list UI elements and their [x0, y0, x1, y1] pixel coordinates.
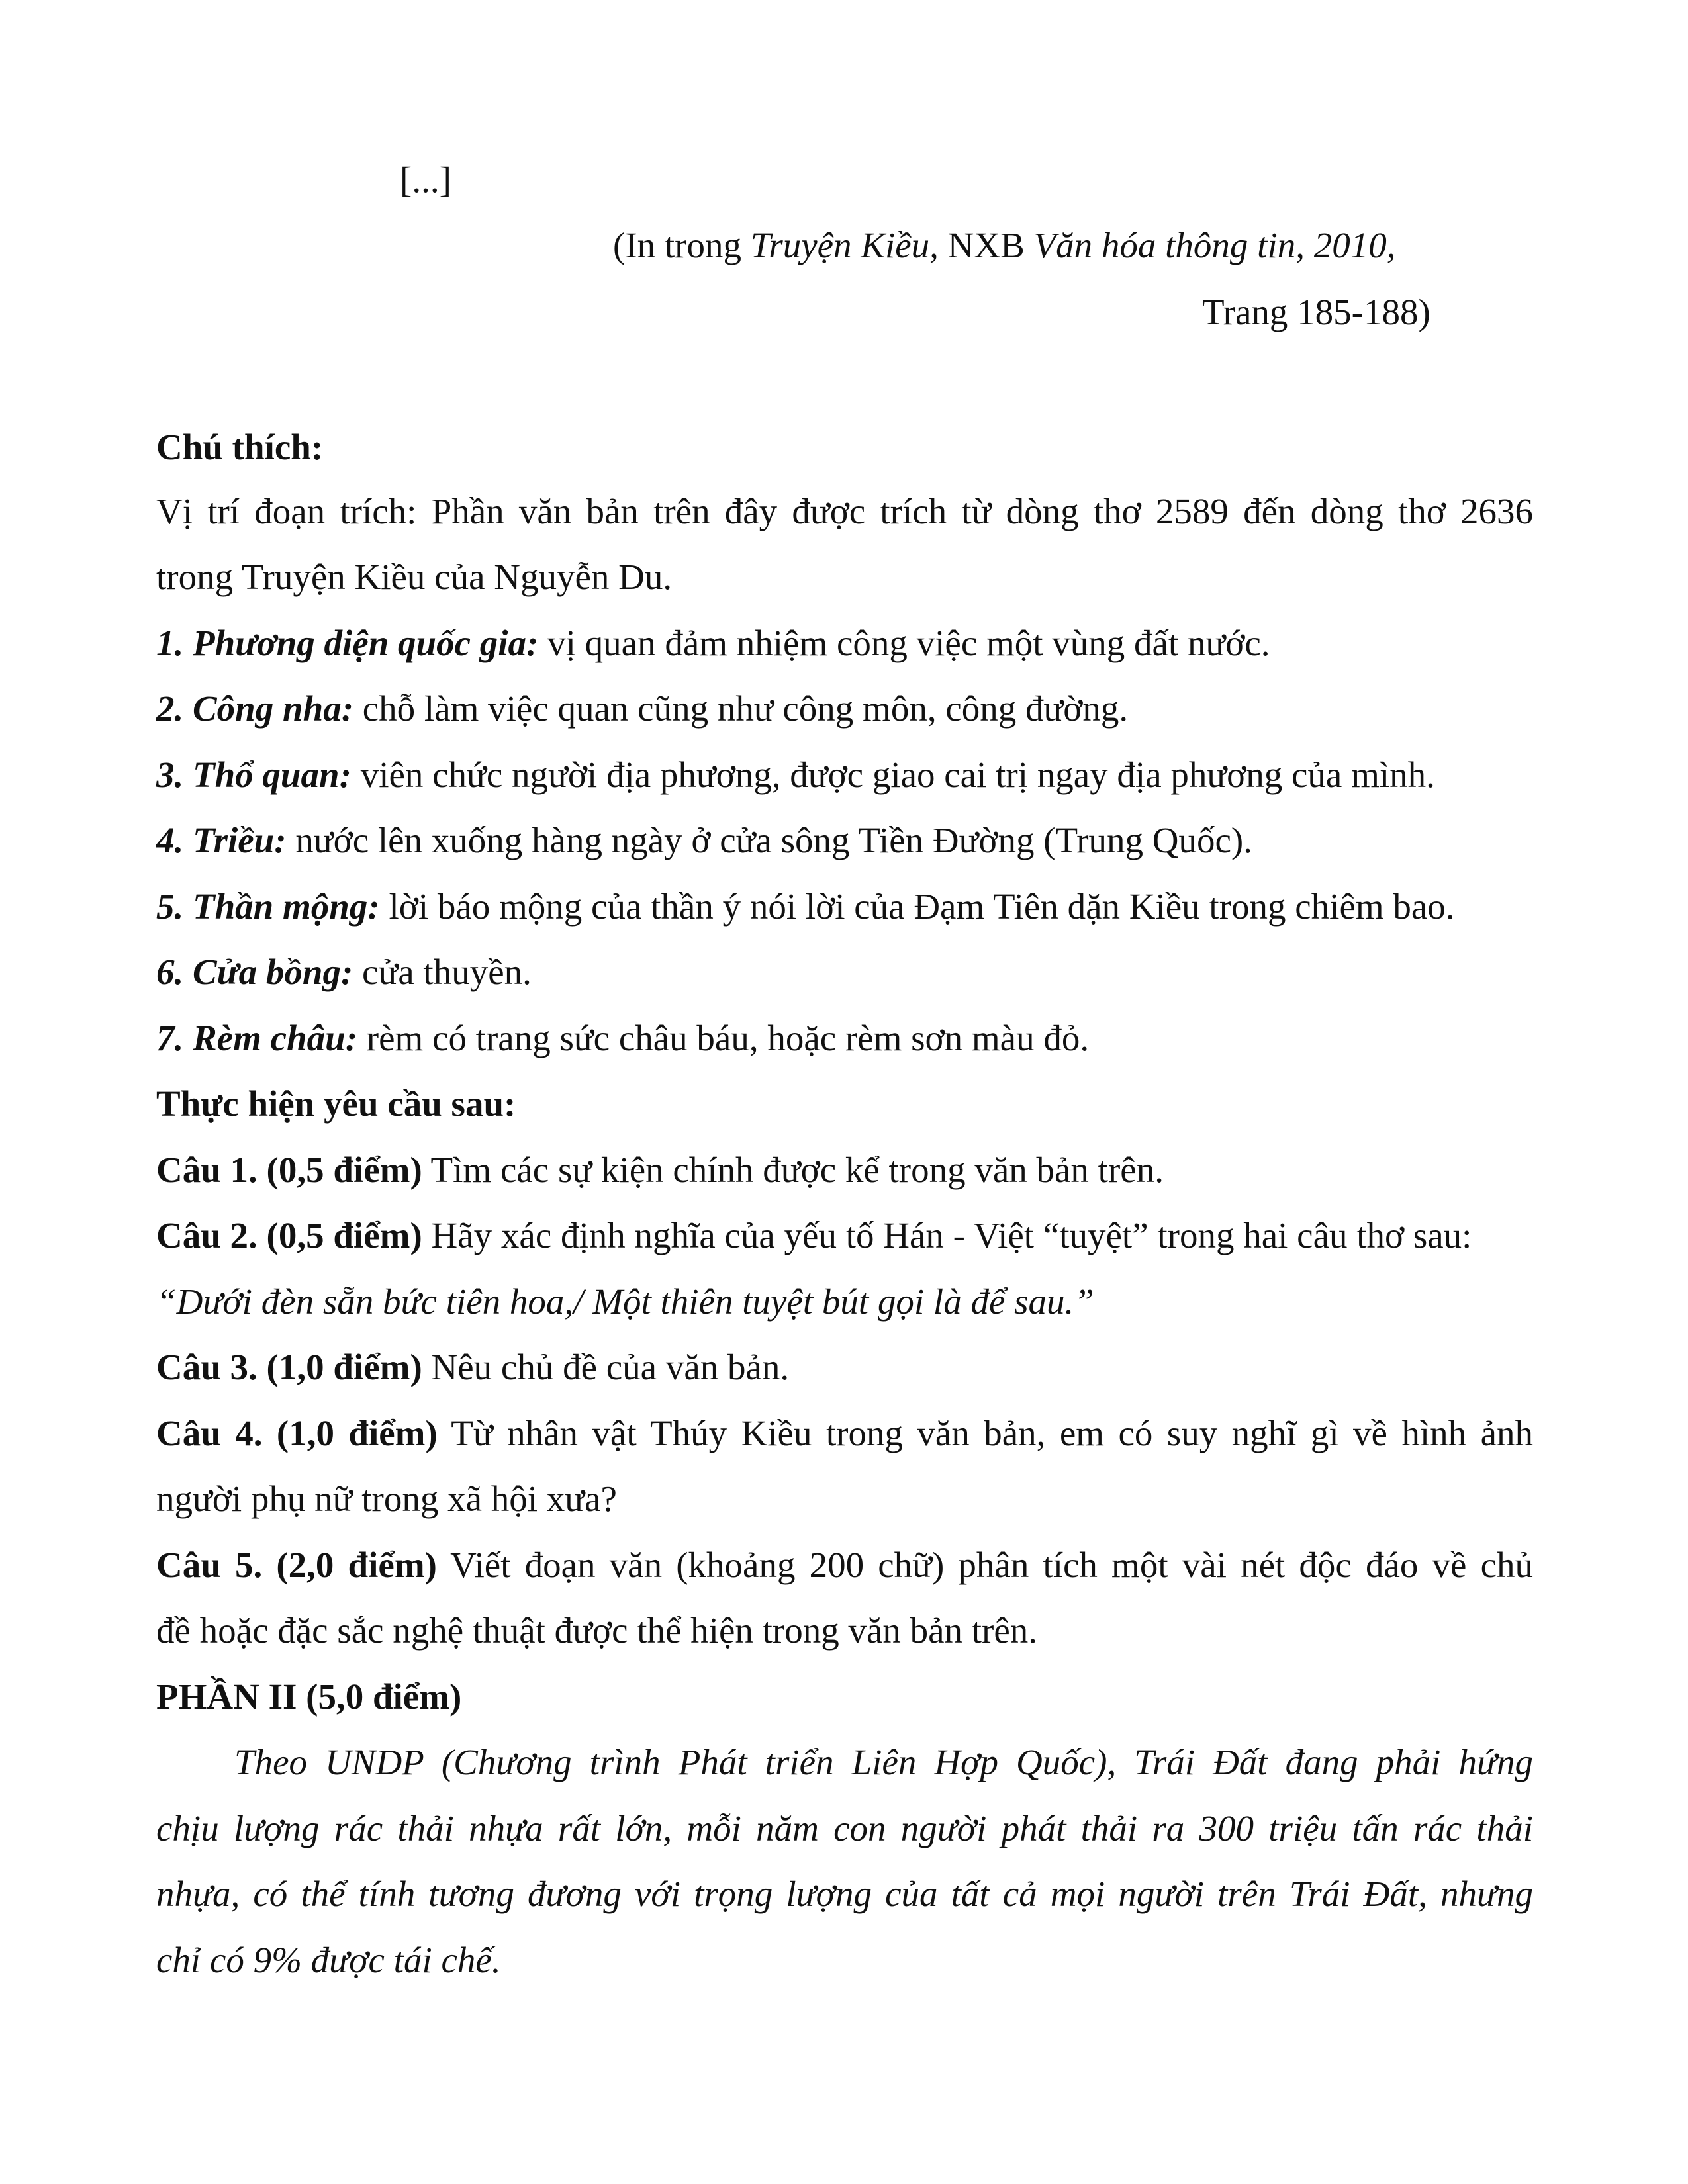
- question-text: Tìm các sự kiện chính được kể trong văn bản trên.: [422, 1150, 1164, 1190]
- question-1: [156, 1152, 1533, 1188]
- note-item: [156, 625, 1533, 661]
- note-definition: cửa thuyền.: [353, 952, 532, 992]
- note-definition: nước lên xuống hàng ngày ở cửa sông Tiền Đường (Trung Quốc).: [286, 820, 1252, 860]
- question-4: [156, 1415, 1533, 1455]
- notes-heading: Chú thích:: [156, 427, 324, 467]
- question-text: Nêu chủ đề của văn bản.: [422, 1347, 790, 1387]
- note-item: [156, 1020, 1533, 1056]
- tasks-heading: Thực hiện yêu cầu sau:: [156, 1083, 516, 1124]
- note-term: 3. Thổ quan:: [156, 754, 352, 795]
- note-item: [156, 954, 1533, 990]
- part-2-paragraph-line: nhựa, có thể tính tương đương với trọng lượng của tất cả mọi người trên Trái Đất, nhưng: [156, 1874, 1533, 1914]
- question-label: Câu 2. (0,5 điểm): [156, 1215, 422, 1255]
- citation-publisher: Văn hóa thông tin, 2010,: [1033, 225, 1396, 265]
- question-text: Từ nhân vật Thúy Kiều trong văn bản, em có suy nghĩ gì về hình ảnh: [437, 1413, 1533, 1453]
- note-definition: lời báo mộng của thần ý nói lời của Đạm Tiên dặn Kiều trong chiêm bao.: [379, 886, 1455, 927]
- note-definition: chỗ làm việc quan cũng như công môn, công đường.: [353, 688, 1129, 729]
- note-item: [156, 756, 1533, 793]
- question-3: [156, 1349, 1533, 1385]
- question-4-continued: người phụ nữ trong xã hội xưa?: [156, 1479, 617, 1519]
- part-2-paragraph-line: chỉ có 9% được tái chế.: [156, 1940, 501, 1980]
- notes-position-line-2: trong Truyện Kiều của Nguyễn Du.: [156, 557, 673, 597]
- question-label: Câu 5. (2,0 điểm): [156, 1545, 437, 1585]
- note-term: 6. Cửa bồng:: [156, 952, 353, 992]
- ellipsis-marker: [...]: [400, 159, 451, 200]
- note-item: [156, 822, 1533, 858]
- question-label: Câu 1. (0,5 điểm): [156, 1150, 422, 1190]
- note-term: 1. Phương diện quốc gia:: [156, 623, 539, 663]
- note-definition: viên chức người địa phương, được giao cai trị ngay địa phương của mình.: [351, 754, 1435, 795]
- notes-position-line-1: Vị trí đoạn trích: Phần văn bản trên đây được trích từ dòng thơ 2589 đến dòng thơ 2636: [156, 491, 1533, 531]
- question-5: [156, 1547, 1533, 1586]
- note-term: 4. Triều:: [156, 820, 287, 860]
- note-definition: vị quan đảm nhiệm công việc một vùng đất nước.: [538, 623, 1270, 663]
- part-2-heading: PHẦN II (5,0 điểm): [156, 1676, 462, 1717]
- note-definition: rèm có trang sức châu báu, hoặc rèm sơn màu đỏ.: [357, 1018, 1090, 1058]
- question-text: Hãy xác định nghĩa của yếu tố Hán - Việt “tuyệt” trong hai câu thơ sau:: [422, 1215, 1472, 1255]
- note-term: 5. Thần mộng:: [156, 886, 380, 927]
- part-2-paragraph-line: Theo UNDP (Chương trình Phát triển Liên Hợp Quốc), Trái Đất đang phải hứng: [234, 1742, 1533, 1782]
- note-term: 7. Rèm châu:: [156, 1018, 358, 1058]
- citation-publisher-prefix: NXB: [938, 225, 1034, 265]
- question-label: Câu 3. (1,0 điểm): [156, 1347, 422, 1387]
- question-2: [156, 1217, 1533, 1253]
- note-item: [156, 690, 1533, 727]
- question-text: Viết đoạn văn (khoảng 200 chữ) phân tích một vài nét độc đáo về chủ: [436, 1545, 1533, 1585]
- part-2-paragraph-line: chịu lượng rác thải nhựa rất lớn, mỗi năm con người phát thải ra 300 triệu tấn rác thải: [156, 1808, 1533, 1848]
- question-label: Câu 4. (1,0 điểm): [156, 1413, 438, 1453]
- question-5-continued: đề hoặc đặc sắc nghệ thuật được thể hiện trong văn bản trên.: [156, 1610, 1038, 1651]
- question-2-quote: “Dưới đèn sẵn bức tiên hoa,/ Một thiên tuyệt bút gọi là để sau.”: [156, 1281, 1094, 1322]
- citation-line-2: Trang 185-188): [1202, 292, 1430, 332]
- citation-line-1: [613, 227, 1688, 263]
- citation-book-title: Truyện Kiều,: [750, 225, 939, 265]
- note-term: 2. Công nha:: [156, 688, 354, 729]
- citation-prefix: (In trong: [613, 225, 751, 265]
- note-item: [156, 888, 1533, 925]
